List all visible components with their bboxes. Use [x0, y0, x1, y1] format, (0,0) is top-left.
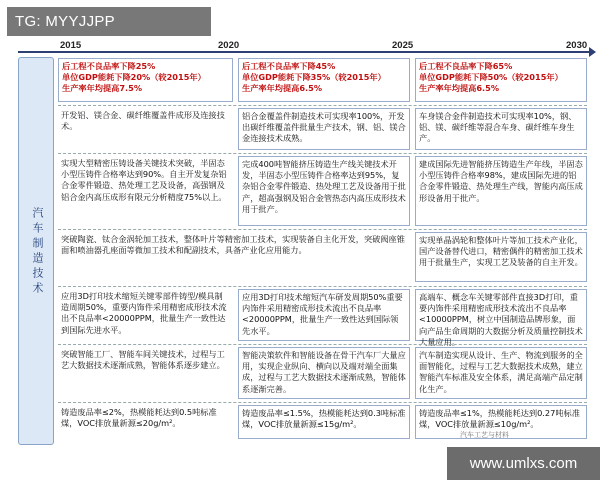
row-divider: [58, 153, 587, 154]
year-2025: 2025: [392, 40, 414, 51]
cell-2025-2030: 高端车、概念车关键零部件直接3D打印，重要内饰件采用精密成形技术流出不良品率<10000PPM，树立中国制造品牌形象，面向产品生命周期的大数据分析及质量控制技术大量应用。: [415, 289, 587, 341]
cell-2015-2025: 突破陶瓷、钛合金涡轮加工技术，整体叶片等精密加工技术，实现装备自主化开发，突破阀座锥面和喷油器孔座面等微加工技术和配副技术，具备产业化应用能力。: [61, 234, 405, 256]
cell-2025-2030: 建成国际先进智能挤压铸造生产年线，半固态小型压铸件合格率98%，建成国际先进的铝合金零件锻造、热处理生产线，智能内高压成形设备用于批产。: [415, 156, 587, 226]
cell-2025-2030: 汽车制造实现从设计、生产、物流到服务的全面智能化，过程与工艺大数据技术成熟，建立智能汽车标准及安全体系，满足高端产品定制化生产。: [415, 347, 587, 399]
table-row: [58, 58, 587, 102]
row-divider: [58, 402, 587, 403]
year-2030: 2030: [566, 40, 588, 51]
cell-2025-2030: 铸造废品率≤1%，热模能耗达到0.27吨标准煤，VOC排放量新源≤10g/m²。: [415, 405, 587, 439]
timeline-axis: [18, 51, 590, 53]
table-row: [58, 289, 587, 347]
row-divider: [58, 344, 587, 345]
tag-label: TG: MYYJJPP: [7, 7, 211, 36]
cell-2020-2025: 铸造废品率≤1.5%，热模能耗达到0.3吨标准煤，VOC排放量新源≤15g/m²。: [238, 405, 410, 439]
category-sidebar: [18, 57, 54, 445]
cell-2015-2020: 突破智能工厂、智能车间关键技术，过程与工艺大数据技术逐渐成熟，智能体系逐步建立。: [61, 349, 225, 371]
row-divider: [58, 229, 587, 230]
year-2015: 2015: [60, 40, 82, 51]
watermark-text: 汽车工艺与材料: [460, 431, 509, 439]
cell-2015-2020: 开发铝、镁合金、碳纤维覆盖件成形及连接技术。: [61, 110, 225, 132]
cell-2015-2020: 铸造废品率≤2%，热模能耗达到0.5吨标准煤，VOC排放量新源≤20g/m²。: [61, 407, 217, 429]
cell-2015-2020: 实现大型精密压铸设备关键技术突破，半固态小型压铸件合格率达到90%。自主开发复杂铝合金零件锻造、热处理工艺及设备，高强钢及铝合金内高压成形有限元分析精度75%以上。: [61, 158, 227, 202]
cell-2020-2025: 后工程不良品率下降45% 单位GDP能耗下降35%（较2015年） 生产率年均提高6.5%: [238, 58, 410, 102]
row-divider: [58, 286, 587, 287]
cell-2025-2030: 实现单晶涡轮和整体叶片等加工技术产业化，国产设备替代进口，精密偶件的精密加工技术用于批量生产，实现工艺及装备的自主开发。: [415, 232, 587, 282]
year-2020: 2020: [218, 40, 240, 51]
cell-2025-2030: 车身镁合金件制造技术可实现率10%，钢、铝、镁、碳纤维等混合车身、碳纤维车身生产。: [415, 108, 587, 150]
cell-2020-2025: 应用3D打印技术缩短汽车研发周期50%重要内饰件采用精密成形技术流出不良品率<20000PPM，批量生产一致性达到国际领先水平。: [238, 289, 410, 341]
cell-2020-2025: 铝合金覆盖件制造技术可实现率100%，开发出碳纤维覆盖件批量生产技术，钢、铝、镁合金连接技术成熟。: [238, 108, 410, 150]
cell-2025-2030: 后工程不良品率下降65% 单位GDP能耗下降50%（较2015年） 生产率年均提高6.5%: [415, 58, 587, 102]
table-row: [58, 347, 587, 399]
table-row: [58, 232, 587, 282]
site-url-banner: www.umlxs.com: [447, 447, 600, 480]
cell-2015-2020: 应用3D打印技术缩短关键零部件铸型/模具制造周期50%，重要内饰件采用精密成形技术流出不良品率<20000PPM，批量生产一致性达到国际先进水平。: [61, 291, 227, 335]
table-row: [58, 108, 587, 150]
category-label: 汽车制造技术: [31, 207, 44, 297]
cell-2015-2020: 后工程不良品率下降25% 单位GDP能耗下降20%（较2015年） 生产率年均提高7.5%: [58, 58, 233, 102]
cell-2020-2025: 完成400吨智能挤压铸造生产线关键技术开发，半固态小型压铸件合格率达到95%，复杂铝合金零件锻造、热处理工艺及设备用于批产，超高强钢及铝合金管热态内高压成形技术用于批产。: [238, 156, 410, 226]
table-row: [58, 156, 587, 226]
cell-2020-2025: 智能决策软件和智能设备在骨干汽车厂大量应用，实现企业纵向、横向以及端对端全面集成，过程与工艺大数据技术逐渐成熟，智能体系逐渐完善。: [238, 347, 410, 399]
row-divider: [58, 105, 587, 106]
